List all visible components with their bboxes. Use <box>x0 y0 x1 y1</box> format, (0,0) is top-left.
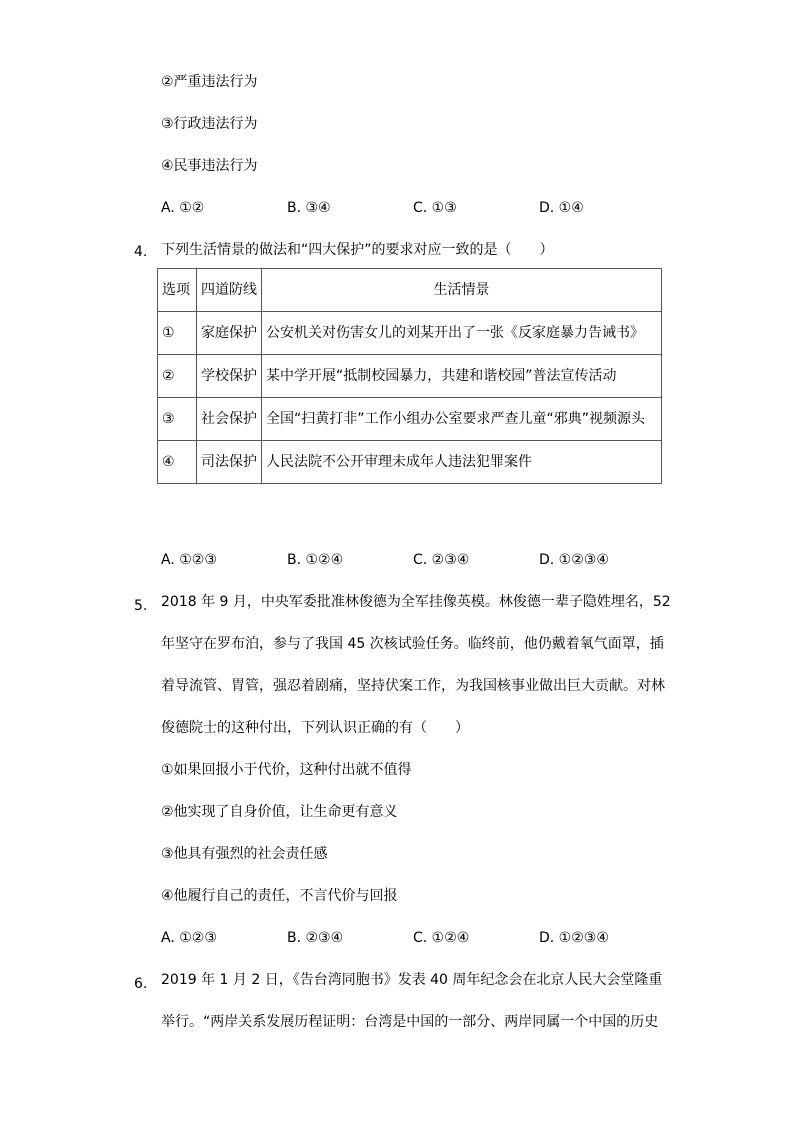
table-row <box>158 355 662 398</box>
table-cell-scenario: 公安机关对伤害女儿的刘某开出了一张《反家庭暴力告诫书》 <box>262 312 662 355</box>
q4-option-c[interactable]: C. ②③④ <box>413 552 470 568</box>
table-header-scenario: 生活情景 <box>262 269 662 312</box>
table-cell-number: ① <box>158 312 197 355</box>
q3-option-b[interactable]: B. ③④ <box>287 200 331 216</box>
q3-item-3: ③行政违法行为 <box>161 116 258 132</box>
table-cell-scenario: 某中学开展“抵制校园暴力，共建和谐校园”普法宣传活动 <box>262 355 662 398</box>
q5-number: 5. <box>134 598 148 614</box>
table-cell-number: ② <box>158 355 197 398</box>
q3-item-2: ②严重违法行为 <box>161 74 258 90</box>
q4-option-a[interactable]: A. ①②③ <box>161 552 217 568</box>
q6-stem-line-1: 2019 年 1 月 2 日，《告台湾同胞书》发表 40 周年纪念会在北京人民大会堂隆重 <box>161 972 663 988</box>
table-cell-number: ④ <box>158 441 197 484</box>
table-row <box>158 441 662 484</box>
q5-item-4: ④他履行自己的责任，不言代价与回报 <box>161 888 398 904</box>
table-cell-scenario: 全国“扫黄打非”工作小组办公室要求严查儿童“邪典”视频源头 <box>262 398 662 441</box>
q5-option-a[interactable]: A. ①②③ <box>161 930 217 946</box>
q5-item-2: ②他实现了自身价值，让生命更有意义 <box>161 804 398 820</box>
q5-stem-line-1: 2018 年 9 月，中央军委批准林俊德为全军挂像英模。林俊德一辈子隐姓埋名，52 <box>161 594 671 610</box>
q3-option-d[interactable]: D. ①④ <box>539 200 584 216</box>
q5-option-c[interactable]: C. ①②④ <box>413 930 470 946</box>
q5-item-1: ①如果回报小于代价，这种付出就不值得 <box>161 762 412 778</box>
q5-stem-line-2: 年坚守在罗布泊，参与了我国 45 次核试验任务。临终前，他仍戴着氧气面罩，插 <box>161 636 664 652</box>
q5-item-3: ③他具有强烈的社会责任感 <box>161 846 328 862</box>
q3-option-a[interactable]: A. ①② <box>161 200 205 216</box>
q5-stem-line-4: 俊德院士的这种付出，下列认识正确的有（ ） <box>161 720 469 736</box>
q6-stem-line-2: 举行。“两岸关系发展历程证明：台湾是中国的一部分、两岸同属一个中国的历史 <box>161 1014 659 1030</box>
table-header-option: 选项 <box>158 269 197 312</box>
q5-option-d[interactable]: D. ①②③④ <box>539 930 609 946</box>
table-cell-number: ③ <box>158 398 197 441</box>
table-row <box>158 398 662 441</box>
table-header-defense: 四道防线 <box>197 269 262 312</box>
table-cell-scenario: 人民法院不公开审理未成年人违法犯罪案件 <box>262 441 662 484</box>
table-header-row <box>158 269 662 312</box>
q4-number: 4. <box>134 244 148 260</box>
q4-option-b[interactable]: B. ①②④ <box>287 552 344 568</box>
q3-option-c[interactable]: C. ①③ <box>413 200 457 216</box>
table-row <box>158 312 662 355</box>
table-cell-defense: 家庭保护 <box>197 312 262 355</box>
q5-stem-line-3: 着导流管、胃管，强忍着剧痛，坚持伏案工作，为我国核事业做出巨大贡献。对林 <box>161 678 665 694</box>
q4-table <box>157 268 662 484</box>
table-cell-defense: 社会保护 <box>197 398 262 441</box>
table-cell-defense: 学校保护 <box>197 355 262 398</box>
q6-number: 6. <box>134 976 148 992</box>
q4-option-d[interactable]: D. ①②③④ <box>539 552 609 568</box>
q4-stem: 下列生活情景的做法和“四大保护”的要求对应一致的是（ ） <box>161 242 554 258</box>
table-cell-defense: 司法保护 <box>197 441 262 484</box>
q5-option-b[interactable]: B. ②③④ <box>287 930 344 946</box>
q3-item-4: ④民事违法行为 <box>161 158 258 174</box>
